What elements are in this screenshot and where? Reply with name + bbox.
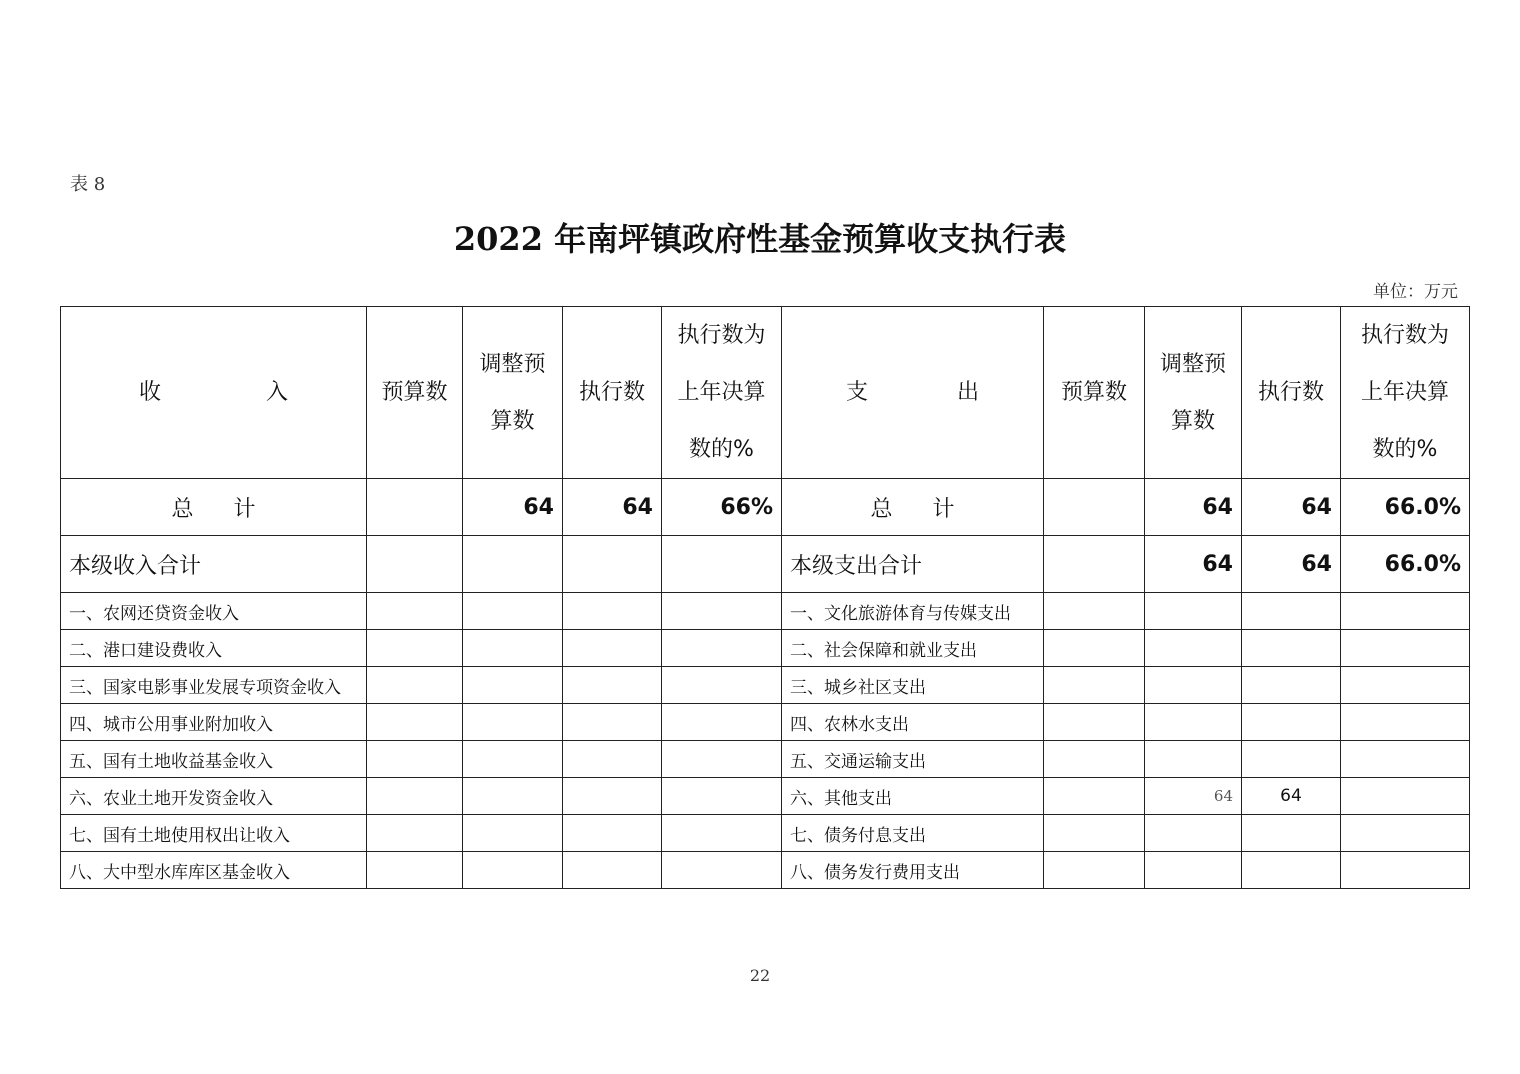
subtotal-executed [563,536,662,593]
empty-cell [563,704,662,741]
empty-cell [1341,704,1470,741]
subtotal-ratio [662,536,782,593]
empty-cell [463,704,563,741]
table-row [61,704,1470,741]
income-item: 一、农网还贷资金收入 [61,593,367,630]
page-number: 22 [749,966,771,985]
expense-adjusted [1145,852,1242,889]
table-number: 表 8 [70,174,106,195]
total-adjusted: 64 [463,479,563,536]
total-row [61,479,1470,536]
expense-executed [1242,630,1341,667]
empty-cell [563,815,662,852]
expense-executed [1242,593,1341,630]
empty-cell [367,815,463,852]
table-row [61,778,1470,815]
subtotal-row [61,536,1470,593]
empty-cell [563,778,662,815]
expense-adjusted [1145,630,1242,667]
total-label-right-char-1: 总 [870,496,893,522]
empty-cell [367,741,463,778]
empty-cell [1044,778,1145,815]
subtotal-executed-right: 64 [1242,536,1341,593]
expense-executed [1242,741,1341,778]
empty-cell [662,778,782,815]
empty-cell [367,852,463,889]
expense-adjusted: 64 [1145,778,1242,815]
empty-cell [1341,741,1470,778]
empty-cell [1044,704,1145,741]
income-item: 三、国家电影事业发展专项资金收入 [61,667,367,704]
header-expense-char-1: 支 [846,380,869,405]
total-label-left-char-2: 计 [233,496,256,522]
total-ratio-right: 66.0% [1341,479,1470,536]
empty-cell [563,630,662,667]
empty-cell [463,593,563,630]
header-income [61,307,367,479]
expense-adjusted [1145,704,1242,741]
expense-item: 三、城乡社区支出 [782,667,1044,704]
expense-executed [1242,852,1341,889]
income-item: 八、大中型水库库区基金收入 [61,852,367,889]
total-adjusted-right: 64 [1145,479,1242,536]
empty-cell [563,741,662,778]
total-budget [367,479,463,536]
empty-cell [463,667,563,704]
empty-cell [563,852,662,889]
total-label-right-char-2: 计 [932,496,955,522]
income-item: 六、农业土地开发资金收入 [61,778,367,815]
expense-executed: 64 [1242,778,1341,815]
empty-cell [662,815,782,852]
expense-adjusted [1145,667,1242,704]
empty-cell [367,778,463,815]
expense-executed [1242,667,1341,704]
income-item: 二、港口建设费收入 [61,630,367,667]
expense-item: 六、其他支出 [782,778,1044,815]
empty-cell [662,741,782,778]
header-income-char-1: 收 [139,380,162,405]
empty-cell [367,667,463,704]
header-row [61,307,1470,479]
empty-cell [1341,778,1470,815]
empty-cell [463,852,563,889]
subtotal-income-label: 本级收入合计 [61,536,367,593]
table-row [61,667,1470,704]
expense-item: 七、债务付息支出 [782,815,1044,852]
header-expense [782,307,1044,479]
expense-adjusted [1145,741,1242,778]
subtotal-budget [367,536,463,593]
empty-cell [367,593,463,630]
header-adjusted: 调整预算数 [463,307,563,479]
empty-cell [463,741,563,778]
header-executed: 执行数 [563,307,662,479]
total-label-right [782,479,1044,536]
subtotal-ratio-right: 66.0% [1341,536,1470,593]
subtotal-adjusted-right: 64 [1145,536,1242,593]
empty-cell [1341,593,1470,630]
empty-cell [463,778,563,815]
header-budget: 预算数 [367,307,463,479]
subtotal-expense-label: 本级支出合计 [782,536,1044,593]
empty-cell [563,593,662,630]
header-ratio-right: 执行数为上年决算数的% [1341,307,1470,479]
expense-item: 二、社会保障和就业支出 [782,630,1044,667]
page-title: 2022 年南坪镇政府性基金预算收支执行表 [453,220,1067,258]
table-row [61,815,1470,852]
header-executed-right: 执行数 [1242,307,1341,479]
table-row [61,741,1470,778]
empty-cell [367,630,463,667]
header-ratio: 执行数为上年决算数的% [662,307,782,479]
table-row [61,593,1470,630]
empty-cell [463,630,563,667]
expense-executed [1242,704,1341,741]
empty-cell [1341,630,1470,667]
expense-item: 五、交通运输支出 [782,741,1044,778]
expense-item: 八、债务发行费用支出 [782,852,1044,889]
empty-cell [662,667,782,704]
empty-cell [1341,852,1470,889]
total-ratio: 66% [662,479,782,536]
header-income-char-2: 入 [265,380,288,405]
empty-cell [662,704,782,741]
header-budget-right: 预算数 [1044,307,1145,479]
table-row [61,630,1470,667]
unit-note: 单位：万元 [1373,282,1458,302]
empty-cell [1341,815,1470,852]
subtotal-budget-right [1044,536,1145,593]
header-adjusted-right: 调整预算数 [1145,307,1242,479]
expense-adjusted [1145,815,1242,852]
total-executed-right: 64 [1242,479,1341,536]
empty-cell [662,593,782,630]
subtotal-adjusted [463,536,563,593]
empty-cell [662,852,782,889]
expense-executed [1242,815,1341,852]
total-executed: 64 [563,479,662,536]
empty-cell [1341,667,1470,704]
income-item: 四、城市公用事业附加收入 [61,704,367,741]
empty-cell [367,704,463,741]
total-label-left [61,479,367,536]
empty-cell [1044,630,1145,667]
total-label-left-char-1: 总 [171,496,194,522]
expense-item: 四、农林水支出 [782,704,1044,741]
expense-item: 一、文化旅游体育与传媒支出 [782,593,1044,630]
empty-cell [463,815,563,852]
empty-cell [1044,852,1145,889]
expense-adjusted [1145,593,1242,630]
total-budget-right [1044,479,1145,536]
empty-cell [1044,593,1145,630]
empty-cell [1044,815,1145,852]
income-item: 五、国有土地收益基金收入 [61,741,367,778]
header-expense-char-2: 出 [956,380,979,405]
table-row [61,852,1470,889]
empty-cell [1044,741,1145,778]
empty-cell [662,630,782,667]
income-item: 七、国有土地使用权出让收入 [61,815,367,852]
budget-table [60,306,1470,889]
empty-cell [1044,667,1145,704]
empty-cell [563,667,662,704]
